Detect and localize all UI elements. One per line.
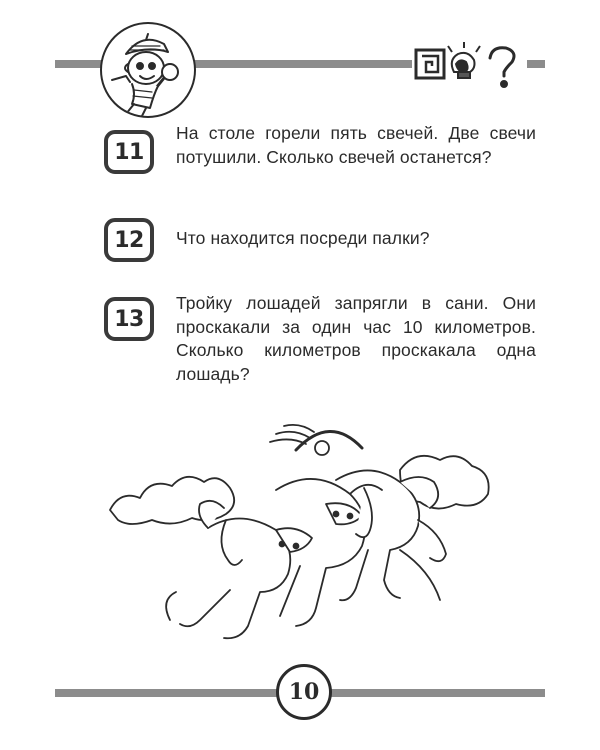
task-13: [104, 293, 544, 393]
detective-boy-with-magnifier-icon: [100, 22, 196, 118]
task-number-badge: 11: [104, 130, 154, 174]
task-question-text: На столе горели пять свечей. Две свечи потушили. Сколько свечей останется?: [176, 123, 536, 167]
task-number-badge: 13: [104, 297, 154, 341]
question-mark-icon: [490, 48, 514, 87]
lightbulb-icon: [448, 42, 480, 78]
task-question-text: Тройку лошадей запрягли в сани. Они проскакали за один час 10 километров. Сколько километров проскакала одна лошадь?: [176, 293, 536, 384]
task-12: [104, 218, 544, 266]
task-question-text: Что находится посреди палки?: [176, 228, 430, 248]
header-icons: [412, 40, 527, 90]
troika-horses-illustration: [100, 420, 510, 650]
task-11: [104, 123, 544, 202]
task-number-badge: 12: [104, 218, 154, 262]
maze-icon: [416, 50, 444, 78]
page-number: 10: [276, 664, 332, 720]
